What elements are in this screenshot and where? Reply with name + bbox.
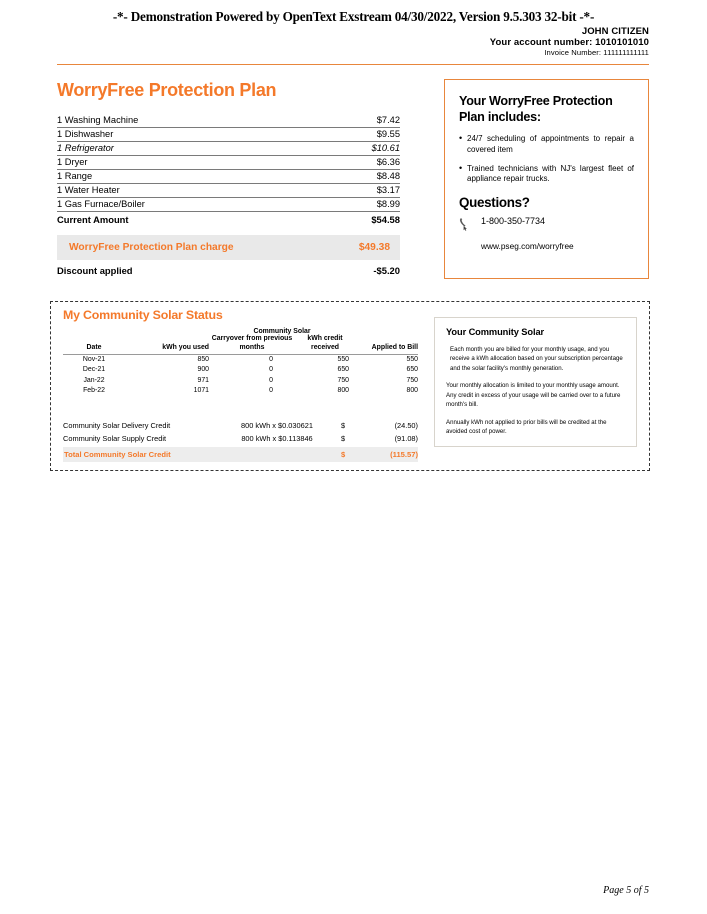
plan-charge-value: $49.38 [358,242,390,253]
bullet-icon: • [459,133,463,144]
your-community-solar-box [434,317,637,447]
current-amount-value: $54.58 [371,214,400,225]
demo-watermark-banner: -*- Demonstration Powered by OpenText Exstream 04/30/2022, Version 9.5.303 32-bit -*- [112,9,595,24]
table-row [57,157,400,170]
cell-kwh-credit: 750 [337,376,349,384]
cell-carryover: 0 [269,366,273,374]
table-row [57,199,400,212]
line-item-label: 1 Range [57,171,93,181]
cell-carryover: 0 [269,386,273,394]
line-item-amount: $10.61 [371,143,400,153]
line-item-label: 1 Dryer [57,157,88,167]
discount-value: -$5.20 [373,265,400,276]
cell-applied-to-bill: 750 [406,376,418,384]
bullet-icon: • [459,162,463,173]
page-number-footer: Page 5 of 5 [603,885,649,896]
header-divider-rule [57,64,649,65]
current-amount-row [57,213,400,225]
supply-credit-amount: (91.08) [394,434,418,443]
group-header-community-solar: Community Solar [253,328,311,335]
cell-date: Dec-21 [82,366,106,374]
line-item-label: 1 Washing Machine [57,115,139,125]
cell-kwh-used: 900 [197,366,209,374]
cell-kwh-credit: 550 [337,356,349,364]
account-header [490,26,649,58]
table-row [57,171,400,184]
line-item-amount: $7.42 [376,115,400,125]
line-item-label: 1 Water Heater [57,185,120,195]
table-group-header-row [63,328,418,335]
cell-kwh-credit: 650 [337,366,349,374]
cell-applied-to-bill: 650 [406,366,418,374]
discount-label: Discount applied [57,265,133,276]
support-phone-number: 1-800-350-7734 [481,215,546,226]
table-row [63,385,418,395]
supply-credit-row [63,434,418,443]
line-item-amount: $8.48 [376,171,400,181]
account-number: Your account number: 1010101010 [489,37,649,49]
community-solar-title: My Community Solar Status [63,308,223,322]
line-item-amount: $9.55 [376,129,400,139]
list-item [459,164,634,185]
supply-credit-currency: $ [341,434,346,443]
page-title: WorryFree Protection Plan [57,80,277,100]
supply-credit-calc: 800 kWh x $0.113846 [241,434,313,443]
table-row [57,143,400,156]
column-header-date: Date [86,343,102,351]
table-row [57,129,400,142]
support-website-url[interactable]: www.pseg.com/worryfree [481,240,574,251]
total-solar-credit-label: Total Community Solar Credit [64,450,171,459]
delivery-credit-currency: $ [341,421,346,430]
column-header-applied-to-bill: Applied to Bill [371,343,418,351]
cell-kwh-used: 1071 [193,386,209,394]
cell-applied-to-bill: 550 [406,356,418,364]
total-solar-credit-currency: $ [341,450,346,459]
table-row [63,375,418,385]
supply-credit-label: Community Solar Supply Credit [63,434,167,443]
table-row [63,354,418,365]
cell-kwh-credit: 800 [337,386,349,394]
list-item-text: Trained technicians with NJ's largest fleet of appliance repair trucks. [467,163,634,184]
community-solar-table [63,328,418,395]
solar-info-paragraph: Each month you are billed for your monthly usage, and you receive a kWh allocation based on your subscription percentage and the solar facility's monthly generation. [450,346,623,372]
current-amount-label: Current Amount [57,214,129,225]
cell-date: Nov-21 [82,356,106,364]
line-item-amount: $3.17 [376,185,400,195]
cell-carryover: 0 [269,376,273,384]
cell-date: Jan-22 [83,376,105,384]
delivery-credit-calc: 800 kWh x $0.030621 [241,421,313,430]
delivery-credit-amount: (24.50) [394,421,418,430]
table-row [63,365,418,375]
discount-row [57,260,400,276]
cell-date: Feb-22 [83,386,105,394]
plan-includes-box [444,79,649,279]
total-solar-credit-row [63,447,418,462]
plan-charge-label: WorryFree Protection Plan charge [69,242,234,253]
delivery-credit-label: Community Solar Delivery Credit [63,421,171,430]
column-header-carryover: Carryover from previous months [211,335,293,351]
cell-applied-to-bill: 800 [406,386,418,394]
invoice-number: Invoice Number: 111111111111 [544,48,649,58]
plan-charge-row [57,235,400,260]
list-item [459,134,634,155]
community-solar-section [50,301,650,471]
questions-heading: Questions? [459,194,530,210]
column-header-kwh-credit: kWh credit received [307,335,343,351]
worryfree-plan-section [57,80,400,276]
cell-kwh-used: 971 [197,376,209,384]
table-row [57,185,400,198]
total-solar-credit-amount: (115.57) [390,450,418,459]
delivery-credit-row [63,421,418,430]
cell-carryover: 0 [269,356,273,364]
solar-info-paragraph: Your monthly allocation is limited to your monthly usage amount. Any credit in excess of your usage will be carried over to a future month's bill. [446,382,621,409]
line-item-amount: $6.36 [376,157,400,167]
column-header-kwh-used: kWh you used [162,343,209,351]
customer-name: JOHN CITIZEN [581,26,649,37]
your-community-solar-title: Your Community Solar [446,327,545,337]
line-item-amount: $8.99 [376,199,400,209]
line-item-label: 1 Gas Furnace/Boiler [57,199,145,209]
cell-kwh-used: 850 [197,356,209,364]
plan-includes-title: Your WorryFree Protection Plan includes: [459,94,613,124]
table-row [57,115,400,128]
line-item-label: 1 Refrigerator [57,143,114,153]
phone-contact-row [459,216,634,236]
phone-icon [459,216,481,236]
line-item-label: 1 Dishwasher [57,129,114,139]
solar-info-paragraph: Annually kWh not applied to prior bills will be credited at the avoided cost of power. [446,418,607,436]
list-item-text: 24/7 scheduling of appointments to repair a covered item [467,134,634,155]
table-header-row [63,335,418,353]
